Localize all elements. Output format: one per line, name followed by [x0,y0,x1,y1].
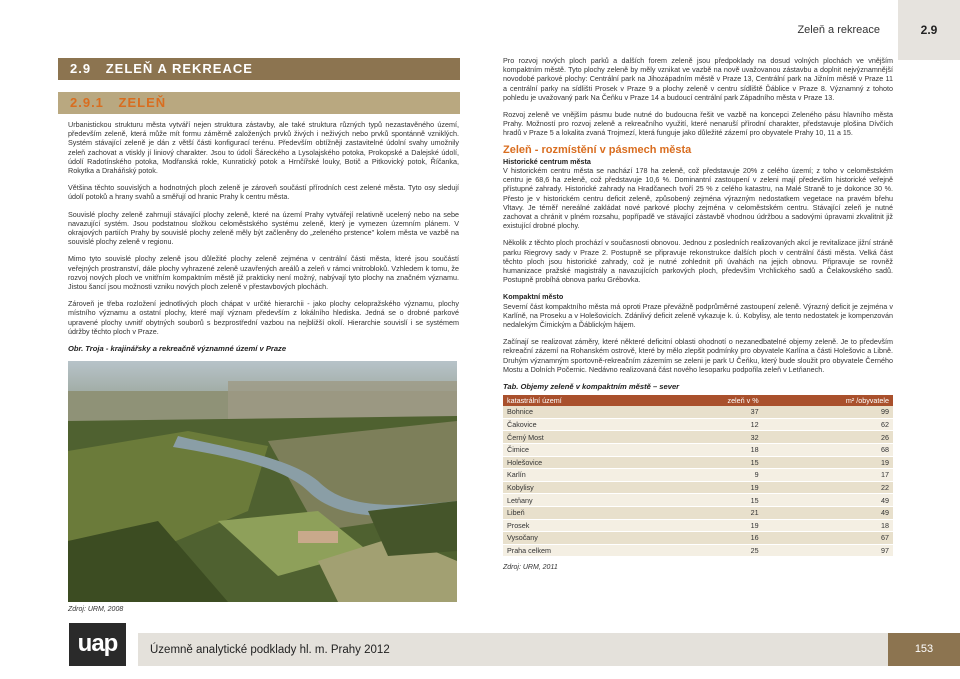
table-cell: 32 [663,431,763,444]
table-source: Zdroj: URM, 2011 [503,564,558,572]
paragraph: Souvislé plochy zeleně zahrnují stávající plochy zeleně, které na území Prahy vytvářejí relativně ucelený nebo na sebe navazující systém. Jsou podstatnou složkou celoměstského systému zeleně, který je vymezen územním plánem. V okrajových partiích Prahy by souvislé plochy zeleně měly být začleněny do „zeleného prstence" kolem města ve vazbě na souvislé plochy zeleně v regionu. [68,209,459,247]
paragraph: Rozvoj zeleně ve vnějším pásmu bude nutné do budoucna řešit ve vazbě na koncepci Zeleného pásu hlavního města Prahy. Možností pro rozvoj zeleně a rekreačního využití, které nenaruší přírodní charakter, představuje plošina Dívčích hradů v Praze 5 a lokalita zvaná Trojmezí, která funguje jako důležité zázemí pro obyvatele Prahy 10, 11 a 15. [503,110,893,138]
subsection-heading [58,92,460,114]
table-row [503,494,893,507]
table-cell: Letňany [503,494,663,507]
table-cell: 97 [763,544,893,557]
paragraph: V historickém centru města se nachází 178 ha zeleně, což představuje 20% z celého území; z toho v celoměstském centru je 68,6 ha zeleně, což představuje 10,6 %. Dominantní zastoupení v zeleni mají především historické veřejně přístupné zahrady. Historické zahrady na Hradčanech tvoří 25 % z celého katastru, na Malé Straně to je dokonce 30 %. Přesto je v historickém centru deficit zeleně, způsobený zejména výrazným nedostatkem vegetace na pravém břehu Vltavy. Je téměř nereálné zakládat nové parkové plochy zejména v celoměstském centru. Stávající zeleň je nutné zachovat a chránit v plném rozsahu, popřípadě ve stávající zástavbě vhodnou údržbou a sadovými úpravami zkvalitnit již existující drobné plochy. [503,166,893,231]
section-number: 2.9 [70,61,92,76]
page-number: 153 [888,633,960,666]
table-row [503,456,893,469]
table-cell: 62 [763,418,893,431]
left-column [68,120,459,357]
aerial-photo-troja [68,361,457,602]
table-cell: 49 [763,494,893,507]
table-row [503,469,893,482]
table-cell: 19 [663,519,763,532]
paragraph: Urbanistickou strukturu města vytváří nejen struktura zástavby, ale také struktura různých typů nezastavěného území, především zeleně, která může mít formu záměrně založených prvků živých i neživých nebo prvků spontánně vzniklých. Systém stávající zeleně je dán z větší části konfigurací terénu. Především obtížněji zastavitelné údolní svahy umožnily zeleň zachovat a vtiskly jí liniový charakter. Jsou to údolí Šáreckého a Lysolajského potoka, Prokopské a Dalejské údolí, údolí Radotínského potoka, Modřanská rokle, Kunratický potok a Hrnčířské louky, Botič a Pitkovický potok, Říčanka, Rokytka a Draháňský potok. [68,120,459,176]
table-row [503,532,893,545]
table-header: zeleň v % [663,395,763,406]
table-cell: 21 [663,507,763,520]
table-cell: Vysočany [503,532,663,545]
table-cell: 37 [663,406,763,418]
table-cell: 18 [663,444,763,457]
page-footer [0,623,960,679]
table-cell: 12 [663,418,763,431]
table-cell: 16 [663,532,763,545]
table-cell: Holešovice [503,456,663,469]
table-cell: 15 [663,456,763,469]
photo-source: Zdroj: URM, 2008 [68,606,124,613]
table-header: m² /obyvatele [763,395,893,406]
right-column [503,56,893,573]
table-cell: 22 [763,481,893,494]
subsection-number: 2.9.1 [70,95,104,110]
table-row [503,481,893,494]
table-row [503,444,893,457]
page-header [797,0,960,60]
aerial-photo-image [68,361,457,602]
heading-historic-centre: Historické centrum města [503,156,591,166]
table-cell: 25 [663,544,763,557]
paragraph: Mimo tyto souvislé plochy zeleně jsou důležité plochy zeleně zejména v centrální části města, které jsou součástí veřejných prostranství, dále plochy vyhrazené zeleně uzavřených areálů a zeleň v rámci vnitrobloků. Vzhledem k tomu, že rozvoj nových ploch ve vnitřním kompaktním městě již prakticky není možný, nabývají tyto plochy na značném významu. Jistou šancí jsou možnosti vzniku nových ploch zeleně v přestavbových plochách. [68,254,459,292]
table-row [503,544,893,557]
table-cell: Karlín [503,469,663,482]
chapter-number: 2.9 [898,0,960,60]
paragraph: Severní část kompaktního města má oproti Praze převážně podprůměrné zastoupení zeleně. Výrazný deficit je zejména v Karlíně, na Proseku a v Holešovicích. Zdánlivý deficit zeleně vykazuje k. ú. Kobylisy, ale tento nedostatek je kompenzován nedalekým Čimickým a Ďáblickým hájem. [503,301,893,330]
paragraph: Pro rozvoj nových ploch parků a dalších forem zeleně jsou předpoklady na dosud volných plochách ve vnějším kompaktním městě. Tyto plochy zeleně by měly vznikat ve vazbě na nově uvažovanou zástavbu a doplnit nejvýznamnější novodobé parkové plochy: Centrální park na Jihozápadním městě v Praze 13, Centrální park na Jižním městě v Praze 11 a centrální parky na sídlišti Prosek v Praze 9 a plochy zeleně v centru sídliště Ďáblice v Praze 8. Významný z tohoto pohledu je uvažovaný park Na Čeňku v Praze 14 a budoucí centrální park Západního města v Praze 13. [503,56,893,102]
chapter-title: Zeleň a rekreace [797,24,880,36]
table-cell: 18 [763,519,893,532]
table-cell: Čakovice [503,418,663,431]
subsection-title: ZELEŇ [118,95,167,110]
table-cell: Černý Most [503,431,663,444]
section-heading [58,58,460,80]
table-cell: 17 [763,469,893,482]
uap-logo: uap [69,623,126,666]
table-row [503,507,893,520]
table-cell: Kobylisy [503,481,663,494]
table-cell: 15 [663,494,763,507]
table-row [503,431,893,444]
paragraph: Většina těchto souvislých a hodnotných ploch zeleně je zároveň součástí přírodních cest zelené města. Tyto osy sledují údolí potoků a hrany svahů a směřují od hranic Prahy k centru města. [68,183,459,202]
green-volume-table [503,395,893,557]
footer-title: Územně analytické podklady hl. m. Prahy 2012 [138,633,888,666]
table-row [503,418,893,431]
paragraph: Několik z těchto ploch prochází v současnosti obnovou. Jednou z posledních realizovaných akcí je revitalizace jižní stráně parku Riegrovy sady v Praze 2. Postupně se připravuje rekonstrukce dalších ploch v centrální části města. Velká část těchto ploch jsou historické zahrady, což je nutné zohlednit při úvahách na jejich obnovu. Připravuje se rovněž humanizace pražské magistrály a navazujících parkových ploch, především Vrchlického sadů a Čelakovského sadů. Postupně probíhá obnova parku Grébovka. [503,238,893,285]
photo-caption: Obr. Troja - krajinářsky a rekreačně významné území v Praze [68,344,287,354]
table-header-row [503,395,893,406]
table-cell: Čimice [503,444,663,457]
heading-green-zones: Zeleň - rozmístění v pásmech města [503,143,692,156]
table-cell: 99 [763,406,893,418]
heading-compact-city: Kompaktní město [503,292,564,302]
table-cell: 9 [663,469,763,482]
paragraph: Začínají se realizovat záměry, které některé deficitní oblasti ohodnotí o nezanedbatelné objemy zeleně. Je to především rekreační zázemí na Rohanském ostrově, které by mělo zlepšit podmínky pro obyvatele Karlína a části Holešovic a Libně. Druhým významným sportovně-rekreačním zázemím se zeleni je park U Čeňku, který bude sloužit pro obyvatele Černého Mostu a Dolních Počernic. Nedávno realizovaná část nového lesoparku podpořila zeleň v Letňanech. [503,337,893,374]
table-cell: 67 [763,532,893,545]
paragraph: Zároveň je třeba rozložení jednotlivých ploch chápat v určité hierarchii - jako plochy celopražského významu, plochy místního významu a ostatní plochy, které mají význam především z lokálního hlediska. Jedná se o drobné parkové upravené plochy uvnitř obytných souborů s bezprostřední vazbou na nejbližší okolí. Hierarchie souvislí i se systémem údržby těchto ploch v Praze. [68,299,459,336]
table-cell: 49 [763,507,893,520]
section-title: ZELEŇ A REKREACE [105,61,253,76]
table-cell: 19 [763,456,893,469]
table-header: katastrální území [503,395,663,406]
table-cell: Bohnice [503,406,663,418]
table-cell: Libeň [503,507,663,520]
table-cell: 68 [763,444,893,457]
table-cell: Prosek [503,519,663,532]
table-row [503,406,893,418]
table-caption: Tab. Objemy zeleně v kompaktním městě – sever [503,382,680,392]
table-cell: 26 [763,431,893,444]
table-cell: 19 [663,481,763,494]
table-cell: Praha celkem [503,544,663,557]
table-row [503,519,893,532]
